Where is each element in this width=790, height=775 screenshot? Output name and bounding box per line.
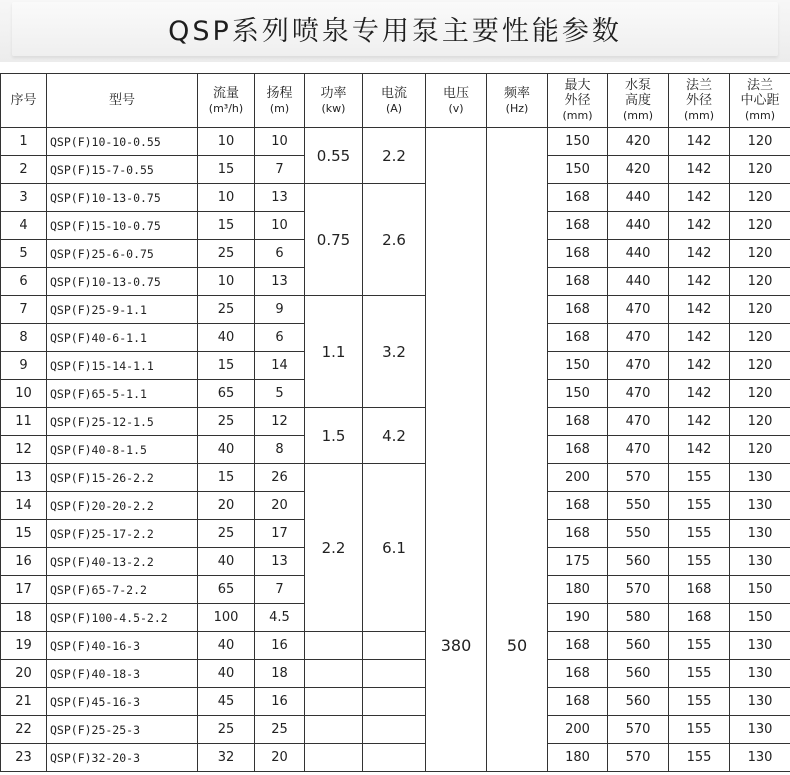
header-current-unit: (A) <box>385 101 403 115</box>
cell-model: QSP(F)40-16-3 <box>47 632 198 660</box>
cell-flange-od: 142 <box>669 212 730 240</box>
cell-frequency: 50 <box>487 128 548 772</box>
cell-model: QSP(F)10-13-0.75 <box>47 268 198 296</box>
cell-head: 12 <box>255 408 305 436</box>
cell-head: 4.5 <box>255 604 305 632</box>
table-row <box>1 744 790 772</box>
cell-model: QSP(F)20-20-2.2 <box>47 492 198 520</box>
cell-current: 2.2 <box>363 128 426 184</box>
cell-flange-center: 150 <box>730 576 790 604</box>
cell-model: QSP(F)65-5-1.1 <box>47 380 198 408</box>
header-flange-center-line2: 中心距 <box>740 93 780 108</box>
cell-flange-center: 120 <box>730 436 790 464</box>
cell-pump-height: 470 <box>608 380 669 408</box>
cell-current: 4.2 <box>363 408 426 464</box>
cell-head: 17 <box>255 520 305 548</box>
cell-head: 13 <box>255 268 305 296</box>
cell-model: QSP(F)65-7-2.2 <box>47 576 198 604</box>
cell-max-diameter: 175 <box>548 548 608 576</box>
cell-pump-height: 470 <box>608 408 669 436</box>
header-frequency-label: 频率 <box>503 85 530 101</box>
cell-pump-height: 440 <box>608 212 669 240</box>
cell-model: QSP(F)100-4.5-2.2 <box>47 604 198 632</box>
cell-model: QSP(F)32-20-3 <box>47 744 198 772</box>
cell-seq: 6 <box>1 268 47 296</box>
cell-model: QSP(F)25-6-0.75 <box>47 240 198 268</box>
cell-current: 3.2 <box>363 296 426 408</box>
cell-model: QSP(F)10-10-0.55 <box>47 128 198 156</box>
cell-power: 0.75 <box>305 184 363 296</box>
title-banner <box>0 0 790 62</box>
cell-head: 6 <box>255 240 305 268</box>
cell-head: 20 <box>255 492 305 520</box>
header-seq: 序号 <box>1 74 47 128</box>
cell-pump-height: 420 <box>608 156 669 184</box>
table-row <box>1 688 790 716</box>
cell-pump-height: 560 <box>608 660 669 688</box>
cell-head: 8 <box>255 436 305 464</box>
cell-max-diameter: 168 <box>548 184 608 212</box>
cell-flange-center: 130 <box>730 688 790 716</box>
cell-flange-od: 155 <box>669 492 730 520</box>
header-head-unit: (m) <box>269 101 290 115</box>
header-voltage-label: 电压 <box>442 85 469 101</box>
cell-model: QSP(F)45-16-3 <box>47 688 198 716</box>
cell-seq: 21 <box>1 688 47 716</box>
cell-flange-center: 120 <box>730 380 790 408</box>
cell-flange-od: 155 <box>669 548 730 576</box>
cell-flow: 40 <box>198 436 255 464</box>
cell-model: QSP(F)40-6-1.1 <box>47 324 198 352</box>
cell-flow: 32 <box>198 744 255 772</box>
cell-flange-od: 142 <box>669 324 730 352</box>
cell-model: QSP(F)25-9-1.1 <box>47 296 198 324</box>
cell-model: QSP(F)15-26-2.2 <box>47 464 198 492</box>
table-row <box>1 660 790 688</box>
header-current-label: 电流 <box>380 85 407 101</box>
cell-pump-height: 470 <box>608 324 669 352</box>
cell-flange-center: 120 <box>730 352 790 380</box>
header-head <box>255 74 305 128</box>
header-pump-height-unit: (mm) <box>622 109 653 122</box>
cell-seq: 4 <box>1 212 47 240</box>
cell-flow: 15 <box>198 464 255 492</box>
cell-max-diameter: 168 <box>548 492 608 520</box>
cell-max-diameter: 150 <box>548 352 608 380</box>
cell-pump-height: 550 <box>608 492 669 520</box>
cell-seq: 9 <box>1 352 47 380</box>
cell-max-diameter: 168 <box>548 324 608 352</box>
cell-flange-od: 142 <box>669 380 730 408</box>
cell-flange-od: 155 <box>669 744 730 772</box>
cell-current <box>363 688 426 716</box>
cell-seq: 22 <box>1 716 47 744</box>
cell-model: QSP(F)40-8-1.5 <box>47 436 198 464</box>
cell-power: 1.1 <box>305 296 363 408</box>
cell-model: QSP(F)10-13-0.75 <box>47 184 198 212</box>
cell-head: 10 <box>255 128 305 156</box>
cell-flange-center: 120 <box>730 184 790 212</box>
cell-flange-od: 142 <box>669 436 730 464</box>
cell-flange-od: 142 <box>669 296 730 324</box>
cell-power: 2.2 <box>305 464 363 632</box>
header-voltage-unit: (v) <box>448 101 464 115</box>
cell-max-diameter: 200 <box>548 716 608 744</box>
cell-seq: 3 <box>1 184 47 212</box>
cell-flange-center: 130 <box>730 548 790 576</box>
cell-flange-center: 120 <box>730 156 790 184</box>
cell-flow: 40 <box>198 548 255 576</box>
cell-flow: 45 <box>198 688 255 716</box>
cell-pump-height: 560 <box>608 548 669 576</box>
cell-seq: 1 <box>1 128 47 156</box>
cell-flange-od: 155 <box>669 688 730 716</box>
cell-voltage: 380 <box>426 128 487 772</box>
cell-pump-height: 440 <box>608 240 669 268</box>
header-pump-height-line2: 高度 <box>624 93 651 108</box>
cell-flow: 10 <box>198 268 255 296</box>
cell-flange-center: 120 <box>730 212 790 240</box>
cell-seq: 18 <box>1 604 47 632</box>
cell-flange-center: 130 <box>730 744 790 772</box>
cell-max-diameter: 168 <box>548 408 608 436</box>
cell-power <box>305 660 363 688</box>
cell-flange-od: 155 <box>669 716 730 744</box>
header-max-diameter-unit: (mm) <box>562 109 593 122</box>
cell-pump-height: 560 <box>608 632 669 660</box>
cell-flange-center: 130 <box>730 520 790 548</box>
cell-max-diameter: 200 <box>548 464 608 492</box>
cell-seq: 11 <box>1 408 47 436</box>
cell-flow: 25 <box>198 408 255 436</box>
cell-max-diameter: 180 <box>548 744 608 772</box>
cell-current <box>363 660 426 688</box>
cell-flange-od: 142 <box>669 240 730 268</box>
header-pump-height-line1: 水泵 <box>624 78 651 93</box>
table-row <box>1 464 790 492</box>
cell-model: QSP(F)40-13-2.2 <box>47 548 198 576</box>
table-row <box>1 716 790 744</box>
cell-seq: 8 <box>1 324 47 352</box>
cell-pump-height: 570 <box>608 744 669 772</box>
cell-seq: 20 <box>1 660 47 688</box>
cell-flow: 25 <box>198 296 255 324</box>
cell-head: 6 <box>255 324 305 352</box>
cell-head: 13 <box>255 184 305 212</box>
cell-pump-height: 570 <box>608 716 669 744</box>
header-flange-center-unit: (mm) <box>744 109 775 122</box>
cell-flange-center: 150 <box>730 604 790 632</box>
cell-flow: 15 <box>198 156 255 184</box>
cell-flange-od: 168 <box>669 576 730 604</box>
cell-flow: 15 <box>198 352 255 380</box>
cell-max-diameter: 168 <box>548 268 608 296</box>
cell-max-diameter: 168 <box>548 296 608 324</box>
table-row <box>1 632 790 660</box>
cell-flow: 25 <box>198 716 255 744</box>
cell-current <box>363 632 426 660</box>
cell-flange-od: 142 <box>669 128 730 156</box>
cell-head: 18 <box>255 660 305 688</box>
cell-seq: 13 <box>1 464 47 492</box>
cell-flow: 15 <box>198 212 255 240</box>
header-voltage <box>426 74 487 128</box>
cell-flow: 40 <box>198 632 255 660</box>
table-header-row <box>1 74 790 128</box>
cell-model: QSP(F)25-17-2.2 <box>47 520 198 548</box>
cell-pump-height: 470 <box>608 352 669 380</box>
cell-pump-height: 440 <box>608 184 669 212</box>
cell-head: 10 <box>255 212 305 240</box>
cell-seq: 14 <box>1 492 47 520</box>
cell-flange-od: 155 <box>669 632 730 660</box>
header-flange-center <box>730 74 790 128</box>
cell-power: 1.5 <box>305 408 363 464</box>
cell-pump-height: 580 <box>608 604 669 632</box>
header-head-label: 扬程 <box>266 85 293 101</box>
cell-max-diameter: 168 <box>548 240 608 268</box>
cell-flange-od: 142 <box>669 268 730 296</box>
cell-flow: 40 <box>198 324 255 352</box>
header-power-unit: (kw) <box>321 101 346 115</box>
cell-current: 2.6 <box>363 184 426 296</box>
header-max-diameter <box>548 74 608 128</box>
header-power <box>305 74 363 128</box>
cell-power <box>305 716 363 744</box>
cell-seq: 19 <box>1 632 47 660</box>
cell-flange-od: 155 <box>669 520 730 548</box>
cell-flow: 10 <box>198 184 255 212</box>
cell-seq: 17 <box>1 576 47 604</box>
cell-head: 26 <box>255 464 305 492</box>
cell-current <box>363 716 426 744</box>
cell-flange-od: 155 <box>669 660 730 688</box>
cell-head: 5 <box>255 380 305 408</box>
cell-power <box>305 744 363 772</box>
cell-seq: 2 <box>1 156 47 184</box>
cell-head: 20 <box>255 744 305 772</box>
cell-model: QSP(F)40-18-3 <box>47 660 198 688</box>
cell-current <box>363 744 426 772</box>
header-flange-od-unit: (mm) <box>683 109 714 122</box>
cell-seq: 15 <box>1 520 47 548</box>
cell-flange-center: 130 <box>730 492 790 520</box>
cell-model: QSP(F)15-14-1.1 <box>47 352 198 380</box>
cell-power <box>305 632 363 660</box>
performance-table <box>0 73 790 772</box>
header-flow <box>198 74 255 128</box>
cell-power: 0.55 <box>305 128 363 184</box>
cell-flange-center: 120 <box>730 324 790 352</box>
cell-max-diameter: 150 <box>548 128 608 156</box>
cell-pump-height: 560 <box>608 688 669 716</box>
cell-pump-height: 470 <box>608 436 669 464</box>
table-row <box>1 184 790 212</box>
header-frequency <box>487 74 548 128</box>
cell-flow: 100 <box>198 604 255 632</box>
cell-pump-height: 440 <box>608 268 669 296</box>
cell-pump-height: 570 <box>608 464 669 492</box>
cell-head: 9 <box>255 296 305 324</box>
cell-flange-center: 130 <box>730 464 790 492</box>
cell-seq: 12 <box>1 436 47 464</box>
cell-flange-center: 130 <box>730 660 790 688</box>
header-flow-label: 流量 <box>212 85 239 101</box>
cell-max-diameter: 168 <box>548 660 608 688</box>
cell-model: QSP(F)15-7-0.55 <box>47 156 198 184</box>
cell-flange-od: 142 <box>669 156 730 184</box>
header-power-label: 功率 <box>320 85 347 101</box>
header-current <box>363 74 426 128</box>
cell-max-diameter: 190 <box>548 604 608 632</box>
cell-head: 13 <box>255 548 305 576</box>
cell-pump-height: 470 <box>608 296 669 324</box>
cell-flange-center: 130 <box>730 632 790 660</box>
cell-flange-od: 142 <box>669 408 730 436</box>
cell-flange-od: 142 <box>669 184 730 212</box>
cell-power <box>305 688 363 716</box>
cell-flange-center: 120 <box>730 296 790 324</box>
cell-head: 14 <box>255 352 305 380</box>
cell-max-diameter: 168 <box>548 520 608 548</box>
table-row <box>1 296 790 324</box>
table-row <box>1 408 790 436</box>
cell-head: 7 <box>255 576 305 604</box>
cell-flange-center: 130 <box>730 716 790 744</box>
cell-flow: 10 <box>198 128 255 156</box>
cell-head: 16 <box>255 632 305 660</box>
cell-max-diameter: 168 <box>548 688 608 716</box>
cell-seq: 23 <box>1 744 47 772</box>
cell-flow: 65 <box>198 380 255 408</box>
cell-flange-center: 120 <box>730 408 790 436</box>
cell-max-diameter: 168 <box>548 436 608 464</box>
header-flow-unit: (m³/h) <box>208 101 244 115</box>
cell-flow: 25 <box>198 520 255 548</box>
cell-pump-height: 570 <box>608 576 669 604</box>
cell-current: 6.1 <box>363 464 426 632</box>
header-model: 型号 <box>47 74 198 128</box>
header-flange-center-line1: 法兰 <box>746 78 773 93</box>
header-pump-height <box>608 74 669 128</box>
cell-flange-od: 155 <box>669 464 730 492</box>
cell-flow: 40 <box>198 660 255 688</box>
cell-flange-center: 120 <box>730 240 790 268</box>
cell-model: QSP(F)25-12-1.5 <box>47 408 198 436</box>
cell-model: QSP(F)15-10-0.75 <box>47 212 198 240</box>
cell-model: QSP(F)25-25-3 <box>47 716 198 744</box>
cell-seq: 7 <box>1 296 47 324</box>
cell-flange-od: 168 <box>669 604 730 632</box>
cell-seq: 10 <box>1 380 47 408</box>
cell-flange-center: 120 <box>730 268 790 296</box>
cell-head: 25 <box>255 716 305 744</box>
cell-flow: 65 <box>198 576 255 604</box>
cell-max-diameter: 180 <box>548 576 608 604</box>
cell-flange-od: 142 <box>669 352 730 380</box>
header-flange-od <box>669 74 730 128</box>
header-max-diameter-line2: 外径 <box>564 93 591 108</box>
header-flange-od-line2: 外径 <box>685 93 712 108</box>
cell-max-diameter: 150 <box>548 380 608 408</box>
cell-seq: 16 <box>1 548 47 576</box>
header-flange-od-line1: 法兰 <box>685 78 712 93</box>
cell-head: 7 <box>255 156 305 184</box>
page-title: QSP系列喷泉专用泵主要性能参数 <box>168 16 622 47</box>
cell-max-diameter: 150 <box>548 156 608 184</box>
cell-max-diameter: 168 <box>548 212 608 240</box>
cell-seq: 5 <box>1 240 47 268</box>
cell-pump-height: 550 <box>608 520 669 548</box>
cell-flow: 25 <box>198 240 255 268</box>
cell-flow: 20 <box>198 492 255 520</box>
header-max-diameter-line1: 最大 <box>564 78 591 93</box>
table-row <box>1 128 790 156</box>
cell-flange-center: 120 <box>730 128 790 156</box>
cell-head: 16 <box>255 688 305 716</box>
cell-max-diameter: 168 <box>548 632 608 660</box>
cell-pump-height: 420 <box>608 128 669 156</box>
header-frequency-unit: (Hz) <box>505 101 529 115</box>
